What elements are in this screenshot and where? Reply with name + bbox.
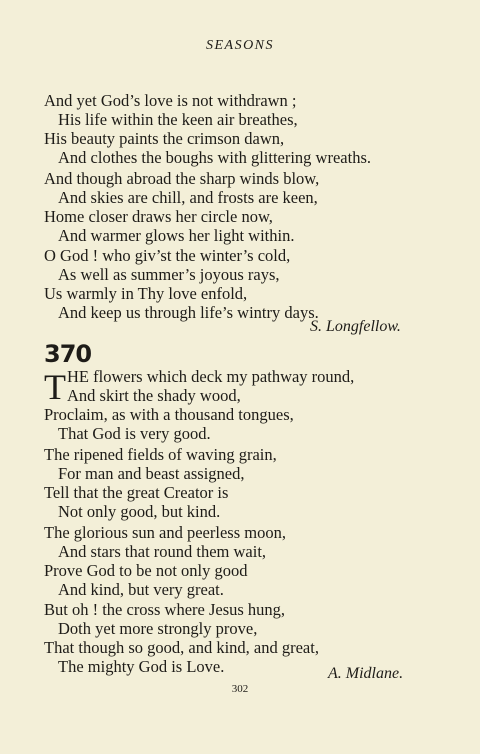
verse-line: And skirt the shady wood,	[67, 386, 241, 405]
verse-line: And warmer glows her light within.	[58, 226, 295, 245]
verse-line: And clothes the boughs with glittering wreaths.	[58, 148, 371, 167]
verse-line: HE flowers which deck my pathway round,	[67, 367, 355, 386]
stanza	[44, 367, 444, 443]
verse-line: Prove God to be not only good	[44, 561, 248, 580]
verse-line: And skies are chill, and frosts are keen,	[58, 188, 318, 207]
verse-line: Not only good, but kind.	[58, 502, 221, 521]
drop-cap: T	[44, 367, 66, 407]
stanza	[44, 91, 444, 167]
verse-line: The ripened fields of waving grain,	[44, 445, 277, 464]
page-number: 302	[231, 683, 249, 695]
verse-line: Us warmly in Thy love enfold,	[44, 284, 248, 303]
verse-line: The glorious sun and peerless moon,	[44, 523, 286, 542]
verse-line: That though so good, and kind, and great,	[44, 638, 319, 657]
verse-line: That God is very good.	[58, 424, 211, 443]
verse-line: His beauty paints the crimson dawn,	[44, 129, 285, 148]
verse-line: The mighty God is Love.	[58, 657, 225, 676]
verse-line: And kind, but very great.	[58, 580, 224, 599]
verse-line: And yet God’s love is not withdrawn ;	[44, 91, 297, 110]
verse-line: And though abroad the sharp winds blow,	[44, 169, 320, 188]
running-head: SEASONS	[205, 38, 275, 53]
verse-line: And stars that round them wait,	[58, 542, 267, 561]
stanza	[44, 169, 444, 245]
verse-line: But oh ! the cross where Jesus hung,	[44, 600, 286, 619]
verse-line: For man and beast assigned,	[58, 464, 245, 483]
verse-line: As well as summer’s joyous rays,	[58, 265, 280, 284]
verse-line: Tell that the great Creator is	[44, 483, 229, 502]
verse-line: His life within the keen air breathes,	[58, 110, 298, 129]
author-attribution: S. Longfellow.	[310, 318, 401, 335]
stanza	[44, 445, 444, 521]
stanza	[44, 246, 444, 322]
author-attribution: A. Midlane.	[328, 665, 404, 682]
verse-line: O God ! who giv’st the winter’s cold,	[44, 246, 291, 265]
hymn-number: 370	[44, 340, 92, 368]
verse-line: And keep us through life’s wintry days.	[58, 303, 319, 322]
stanza	[44, 523, 444, 599]
verse-line: Home closer draws her circle now,	[44, 207, 273, 226]
verse-line: Proclaim, as with a thousand tongues,	[44, 405, 294, 424]
verse-line: Doth yet more strongly prove,	[58, 619, 258, 638]
